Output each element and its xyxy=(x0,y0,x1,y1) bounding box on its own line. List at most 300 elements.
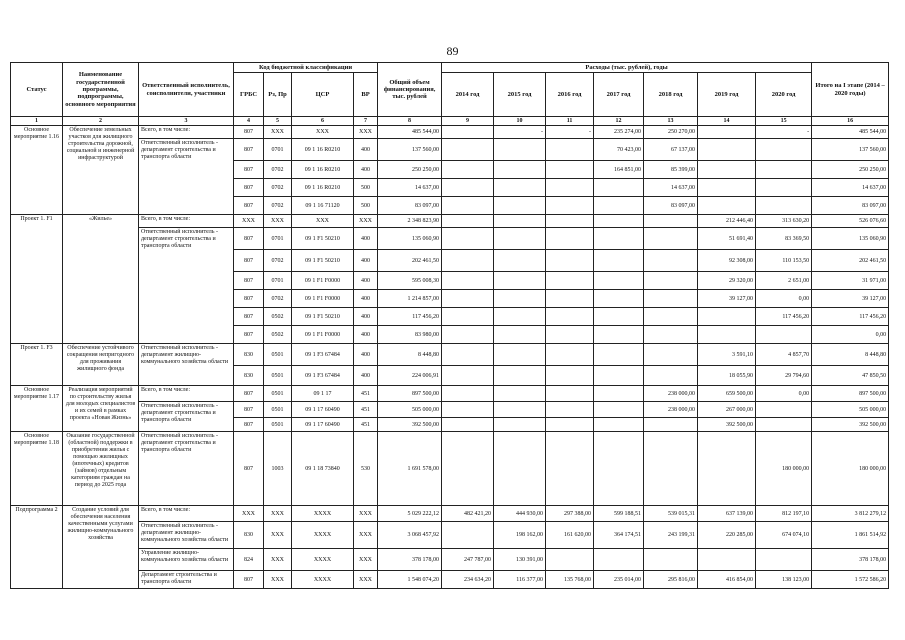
column-number: 10 xyxy=(494,117,546,126)
amount-cell: 247 787,00 xyxy=(442,549,494,571)
amount-cell: 39 127,00 xyxy=(698,290,756,308)
table-row xyxy=(11,228,889,250)
code-cell: 807 xyxy=(234,126,264,139)
amount-cell xyxy=(698,326,756,344)
header-executor: Ответственный исполнитель, соисполнители, участники xyxy=(139,63,234,117)
amount-cell xyxy=(594,290,644,308)
amount-cell: 250 250,00 xyxy=(378,161,442,179)
amount-cell: 234 634,20 xyxy=(442,571,494,589)
amount-cell xyxy=(442,386,494,402)
code-cell: 0701 xyxy=(264,272,292,290)
code-cell: 830 xyxy=(234,366,264,386)
header-csr: ЦСР xyxy=(292,73,354,117)
amount-cell xyxy=(594,432,644,506)
code-cell: 0502 xyxy=(264,308,292,326)
code-cell: 807 xyxy=(234,402,264,418)
amount-cell xyxy=(546,250,594,272)
code-cell: 807 xyxy=(234,161,264,179)
amount-cell xyxy=(494,344,546,366)
amount-cell: 161 620,00 xyxy=(546,522,594,549)
code-cell: 09 1 F1 50210 xyxy=(292,308,354,326)
table-row xyxy=(11,139,889,161)
code-cell: 400 xyxy=(354,344,378,366)
code-cell: XXX xyxy=(264,522,292,549)
amount-cell xyxy=(756,139,812,161)
code-cell: XXX xyxy=(354,506,378,522)
amount-cell xyxy=(494,179,546,197)
table-row xyxy=(11,432,889,506)
amount-cell: 313 630,20 xyxy=(756,215,812,228)
code-cell: XXX xyxy=(354,215,378,228)
amount-cell: 117 456,20 xyxy=(756,308,812,326)
amount-cell xyxy=(494,326,546,344)
code-cell: 400 xyxy=(354,161,378,179)
row-status: Проект 1. F1 xyxy=(11,215,63,344)
code-cell: 830 xyxy=(234,344,264,366)
amount-cell xyxy=(494,272,546,290)
budget-table xyxy=(10,62,889,589)
amount-cell xyxy=(594,386,644,402)
code-cell: 09 1 16 71120 xyxy=(292,197,354,215)
amount-cell xyxy=(756,326,812,344)
code-cell: 0501 xyxy=(264,402,292,418)
amount-cell: 117 456,20 xyxy=(378,308,442,326)
row-status: Подпрограмма 2 xyxy=(11,506,63,589)
amount-cell: 0,00 xyxy=(756,386,812,402)
code-cell: 451 xyxy=(354,418,378,432)
amount-cell xyxy=(644,366,698,386)
amount-cell: 364 174,51 xyxy=(594,522,644,549)
code-cell: 807 xyxy=(234,272,264,290)
code-cell: 807 xyxy=(234,250,264,272)
amount-cell xyxy=(698,308,756,326)
table-row xyxy=(11,126,889,139)
code-cell: 807 xyxy=(234,228,264,250)
row-name: Обеспечение земельных участков для жилищного строительства дорожной, социальной и инженерной инфраструктурой xyxy=(63,126,139,215)
code-cell: 0702 xyxy=(264,179,292,197)
header-year-2020: 2020 год xyxy=(756,73,812,117)
header-budget-code: Код бюджетной классификации xyxy=(234,63,378,73)
amount-cell: 485 544,00 xyxy=(378,126,442,139)
amount-cell: 29 320,00 xyxy=(698,272,756,290)
code-cell: 09 1 16 R0210 xyxy=(292,139,354,161)
amount-cell: 897 500,00 xyxy=(378,386,442,402)
amount-cell: - xyxy=(494,126,546,139)
code-cell: XXX xyxy=(354,126,378,139)
code-cell: 09 1 F3 67484 xyxy=(292,344,354,366)
amount-cell: 238 000,00 xyxy=(644,386,698,402)
amount-cell xyxy=(594,228,644,250)
code-cell: XXX xyxy=(264,571,292,589)
code-cell: 09 1 17 60490 xyxy=(292,402,354,418)
page-number: 89 xyxy=(446,44,459,58)
code-cell: 0702 xyxy=(264,197,292,215)
code-cell: 807 xyxy=(234,386,264,402)
amount-cell: 29 794,60 xyxy=(756,366,812,386)
amount-cell xyxy=(594,272,644,290)
table-row xyxy=(11,215,889,228)
table-row xyxy=(11,344,889,366)
code-cell: 0701 xyxy=(264,139,292,161)
code-cell: 0501 xyxy=(264,366,292,386)
column-number: 14 xyxy=(698,117,756,126)
amount-cell: 70 423,00 xyxy=(594,139,644,161)
row-executor: Ответственный исполнитель - департамент жилищно-коммунального хозяйства области xyxy=(139,522,234,549)
header-year-2017: 2017 год xyxy=(594,73,644,117)
amount-cell: 416 854,00 xyxy=(698,571,756,589)
row-name: Реализация мероприятий по строительству жилья для молодых специалистов и их семей в рамках проекта «Новая Жизнь» xyxy=(63,386,139,432)
row-executor: Ответственный исполнитель - департамент строительства и транспорта области xyxy=(139,228,234,344)
code-cell: XXX xyxy=(292,215,354,228)
row-status: Основное мероприятие 1.16 xyxy=(11,126,63,215)
amount-cell xyxy=(698,161,756,179)
amount-cell: 83 097,00 xyxy=(812,197,889,215)
amount-cell xyxy=(546,197,594,215)
header-vr: ВР xyxy=(354,73,378,117)
column-number: 7 xyxy=(354,117,378,126)
column-number: 3 xyxy=(139,117,234,126)
amount-cell xyxy=(442,228,494,250)
code-cell: 451 xyxy=(354,402,378,418)
header-name: Наименование государственной программы, подпрограммы, основного мероприятия xyxy=(63,63,139,117)
code-cell: XXX xyxy=(354,549,378,571)
amount-cell xyxy=(442,139,494,161)
code-cell: 807 xyxy=(234,179,264,197)
code-cell: 400 xyxy=(354,272,378,290)
amount-cell xyxy=(594,250,644,272)
amount-cell: 812 197,10 xyxy=(756,506,812,522)
row-executor: Ответственный исполнитель - департамент строительства и транспорта области xyxy=(139,432,234,506)
amount-cell: 637 139,00 xyxy=(698,506,756,522)
row-status: Проект 1. F3 xyxy=(11,344,63,386)
amount-cell xyxy=(698,549,756,571)
amount-cell: 202 461,50 xyxy=(378,250,442,272)
amount-cell: 599 188,51 xyxy=(594,506,644,522)
amount-cell xyxy=(494,366,546,386)
column-number: 6 xyxy=(292,117,354,126)
amount-cell: 378 178,00 xyxy=(812,549,889,571)
amount-cell xyxy=(698,126,756,139)
code-cell: 400 xyxy=(354,139,378,161)
row-name: Оказание государственной (областной) поддержки в приобретении жилья с помощью жилищных (ипотечных) кредитов (займов) отдельным категориям граждан на период до 2025 года xyxy=(63,432,139,506)
amount-cell: 378 178,00 xyxy=(378,549,442,571)
table-row xyxy=(11,571,889,589)
amount-cell: 659 500,00 xyxy=(698,386,756,402)
code-cell: 400 xyxy=(354,290,378,308)
amount-cell: 250 250,00 xyxy=(812,161,889,179)
amount-cell: 130 391,00 xyxy=(494,549,546,571)
amount-cell: 1 691 578,00 xyxy=(378,432,442,506)
row-executor: Всего, в том числе: xyxy=(139,215,234,228)
amount-cell: 1 572 586,20 xyxy=(812,571,889,589)
amount-cell xyxy=(494,250,546,272)
code-cell: XXX xyxy=(264,506,292,522)
amount-cell xyxy=(644,326,698,344)
amount-cell: 2 651,00 xyxy=(756,272,812,290)
amount-cell xyxy=(546,549,594,571)
amount-cell xyxy=(494,432,546,506)
header-year-2018: 2018 год xyxy=(644,73,698,117)
amount-cell xyxy=(546,179,594,197)
amount-cell xyxy=(546,161,594,179)
amount-cell xyxy=(594,366,644,386)
amount-cell: 92 308,00 xyxy=(698,250,756,272)
amount-cell xyxy=(756,179,812,197)
amount-cell xyxy=(442,161,494,179)
code-cell: 0501 xyxy=(264,344,292,366)
amount-cell: 2 348 823,90 xyxy=(378,215,442,228)
header-status: Статус xyxy=(11,63,63,117)
code-cell: 400 xyxy=(354,366,378,386)
code-cell: 09 1 16 R0210 xyxy=(292,161,354,179)
amount-cell: 67 137,00 xyxy=(644,139,698,161)
column-number: 11 xyxy=(546,117,594,126)
amount-cell xyxy=(442,179,494,197)
column-number: 2 xyxy=(63,117,139,126)
amount-cell: 83 097,00 xyxy=(644,197,698,215)
amount-cell: 1 861 514,92 xyxy=(812,522,889,549)
amount-cell: 0,00 xyxy=(812,326,889,344)
amount-cell xyxy=(644,308,698,326)
amount-cell: 31 971,00 xyxy=(812,272,889,290)
amount-cell: 1 214 857,00 xyxy=(378,290,442,308)
code-cell: 0701 xyxy=(264,228,292,250)
amount-cell xyxy=(698,179,756,197)
code-cell: 830 xyxy=(234,522,264,549)
amount-cell: 8 448,80 xyxy=(812,344,889,366)
amount-cell: - xyxy=(756,126,812,139)
amount-cell: 202 461,50 xyxy=(812,250,889,272)
amount-cell: 51 691,40 xyxy=(698,228,756,250)
amount-cell: 85 399,00 xyxy=(644,161,698,179)
column-number: 8 xyxy=(378,117,442,126)
column-number: 4 xyxy=(234,117,264,126)
header-total-fin: Общий объем финансирования, тыс. рублей xyxy=(378,63,442,117)
amount-cell: 117 456,20 xyxy=(812,308,889,326)
amount-cell xyxy=(546,366,594,386)
amount-cell: 3 068 457,92 xyxy=(378,522,442,549)
code-cell: 09 1 16 R0210 xyxy=(292,179,354,197)
header-year-2014: 2014 год xyxy=(442,73,494,117)
amount-cell xyxy=(494,139,546,161)
amount-cell: 4 857,70 xyxy=(756,344,812,366)
code-cell: 09 1 F1 F0000 xyxy=(292,272,354,290)
amount-cell xyxy=(644,228,698,250)
amount-cell xyxy=(442,522,494,549)
amount-cell: 235 014,00 xyxy=(594,571,644,589)
code-cell: XXXX xyxy=(292,522,354,549)
amount-cell: 1 548 074,20 xyxy=(378,571,442,589)
row-name: «Жилье» xyxy=(63,215,139,344)
header-grbs: ГРБС xyxy=(234,73,264,117)
table-row xyxy=(11,506,889,522)
table-row xyxy=(11,386,889,402)
amount-cell: 212 446,40 xyxy=(698,215,756,228)
amount-cell xyxy=(756,402,812,418)
amount-cell: 83 980,00 xyxy=(378,326,442,344)
amount-cell xyxy=(442,290,494,308)
amount-cell xyxy=(494,386,546,402)
amount-cell: 138 123,00 xyxy=(756,571,812,589)
amount-cell xyxy=(644,549,698,571)
amount-cell: 3 812 279,12 xyxy=(812,506,889,522)
amount-cell xyxy=(442,215,494,228)
row-status: Основное мероприятие 1.18 xyxy=(11,432,63,506)
code-cell: 807 xyxy=(234,139,264,161)
amount-cell: 267 000,00 xyxy=(698,402,756,418)
code-cell: 09 1 F1 50210 xyxy=(292,228,354,250)
row-name: Создание условий для обеспечения населения качественными услугами жилищно-коммунального хозяйства xyxy=(63,506,139,589)
amount-cell: 8 448,80 xyxy=(378,344,442,366)
row-executor: Ответственный исполнитель - департамент строительства и транспорта области xyxy=(139,139,234,215)
code-cell: 451 xyxy=(354,386,378,402)
code-cell: 807 xyxy=(234,197,264,215)
amount-cell xyxy=(494,161,546,179)
amount-cell xyxy=(442,432,494,506)
code-cell: 500 xyxy=(354,197,378,215)
code-cell: 400 xyxy=(354,326,378,344)
code-cell: 400 xyxy=(354,228,378,250)
amount-cell: 14 637,00 xyxy=(812,179,889,197)
amount-cell: 295 816,00 xyxy=(644,571,698,589)
amount-cell xyxy=(546,272,594,290)
amount-cell xyxy=(494,290,546,308)
row-executor: Ответственный исполнитель - департамент жилищно-коммунального хозяйства области xyxy=(139,344,234,386)
amount-cell xyxy=(546,139,594,161)
amount-cell: - xyxy=(546,126,594,139)
amount-cell: 180 000,00 xyxy=(756,432,812,506)
column-number-row xyxy=(11,117,889,126)
amount-cell xyxy=(494,197,546,215)
column-number: 5 xyxy=(264,117,292,126)
amount-cell: 674 074,10 xyxy=(756,522,812,549)
amount-cell: 137 560,00 xyxy=(378,139,442,161)
amount-cell: 595 008,30 xyxy=(378,272,442,290)
amount-cell xyxy=(594,418,644,432)
code-cell: 0702 xyxy=(264,161,292,179)
code-cell: XXX xyxy=(264,215,292,228)
amount-cell: 297 388,00 xyxy=(546,506,594,522)
code-cell: 09 1 F3 67484 xyxy=(292,366,354,386)
column-number: 16 xyxy=(812,117,889,126)
amount-cell xyxy=(442,418,494,432)
amount-cell xyxy=(546,386,594,402)
amount-cell: 135 060,90 xyxy=(812,228,889,250)
amount-cell xyxy=(494,402,546,418)
code-cell: 0702 xyxy=(264,290,292,308)
amount-cell xyxy=(594,344,644,366)
code-cell: 09 1 17 60490 xyxy=(292,418,354,432)
amount-cell xyxy=(442,250,494,272)
code-cell: 0501 xyxy=(264,386,292,402)
amount-cell: 180 000,00 xyxy=(812,432,889,506)
amount-cell xyxy=(546,432,594,506)
amount-cell: 897 500,00 xyxy=(812,386,889,402)
header-rzpr: Рз, Пр xyxy=(264,73,292,117)
code-cell: XXXX xyxy=(292,549,354,571)
amount-cell xyxy=(442,344,494,366)
amount-cell: 135 060,90 xyxy=(378,228,442,250)
row-status: Основное мероприятие 1.17 xyxy=(11,386,63,432)
amount-cell xyxy=(644,272,698,290)
code-cell: 0501 xyxy=(264,418,292,432)
amount-cell: 3 591,10 xyxy=(698,344,756,366)
table-body xyxy=(11,117,889,589)
amount-cell: 220 285,00 xyxy=(698,522,756,549)
code-cell: 500 xyxy=(354,179,378,197)
amount-cell xyxy=(644,215,698,228)
code-cell: 807 xyxy=(234,418,264,432)
amount-cell: 235 274,00 xyxy=(594,126,644,139)
code-cell: XXX xyxy=(234,506,264,522)
amount-cell xyxy=(698,197,756,215)
amount-cell xyxy=(442,197,494,215)
code-cell: 09 1 F1 F0000 xyxy=(292,290,354,308)
table-row xyxy=(11,522,889,549)
amount-cell: 485 544,00 xyxy=(812,126,889,139)
amount-cell xyxy=(442,326,494,344)
row-name: Обеспечение устойчивого сокращения непригодного для проживания жилищного фонда xyxy=(63,344,139,386)
code-cell: 400 xyxy=(354,308,378,326)
amount-cell xyxy=(594,197,644,215)
amount-cell: 392 500,00 xyxy=(698,418,756,432)
amount-cell xyxy=(442,126,494,139)
amount-cell xyxy=(546,344,594,366)
amount-cell xyxy=(594,215,644,228)
amount-cell xyxy=(756,197,812,215)
amount-cell xyxy=(494,418,546,432)
code-cell: 0702 xyxy=(264,250,292,272)
code-cell: XXX xyxy=(292,126,354,139)
amount-cell: 47 850,50 xyxy=(812,366,889,386)
amount-cell: 539 015,31 xyxy=(644,506,698,522)
amount-cell xyxy=(594,326,644,344)
amount-cell xyxy=(756,418,812,432)
amount-cell xyxy=(442,272,494,290)
code-cell: 807 xyxy=(234,571,264,589)
amount-cell: 83 097,00 xyxy=(378,197,442,215)
column-number: 1 xyxy=(11,117,63,126)
amount-cell xyxy=(644,432,698,506)
amount-cell: 243 199,31 xyxy=(644,522,698,549)
amount-cell xyxy=(494,308,546,326)
code-cell: 0502 xyxy=(264,326,292,344)
table-row xyxy=(11,549,889,571)
amount-cell xyxy=(756,549,812,571)
row-executor: Департамент строительства и транспорта области xyxy=(139,571,234,589)
amount-cell: 198 162,00 xyxy=(494,522,546,549)
amount-cell: 526 076,60 xyxy=(812,215,889,228)
code-cell: 09 1 18 73840 xyxy=(292,432,354,506)
code-cell: XXX xyxy=(354,522,378,549)
amount-cell: 116 377,00 xyxy=(494,571,546,589)
amount-cell xyxy=(546,290,594,308)
amount-cell xyxy=(644,250,698,272)
row-executor: Всего, в том числе: xyxy=(139,126,234,139)
amount-cell: 505 000,00 xyxy=(812,402,889,418)
code-cell: 09 1 17 xyxy=(292,386,354,402)
code-cell: XXX xyxy=(234,215,264,228)
amount-cell xyxy=(546,215,594,228)
amount-cell: 444 930,00 xyxy=(494,506,546,522)
amount-cell xyxy=(644,290,698,308)
header-year-2015: 2015 год xyxy=(494,73,546,117)
header-year-2019: 2019 год xyxy=(698,73,756,117)
amount-cell xyxy=(546,308,594,326)
amount-cell xyxy=(698,139,756,161)
code-cell: 807 xyxy=(234,326,264,344)
row-executor: Всего, в том числе: xyxy=(139,506,234,522)
